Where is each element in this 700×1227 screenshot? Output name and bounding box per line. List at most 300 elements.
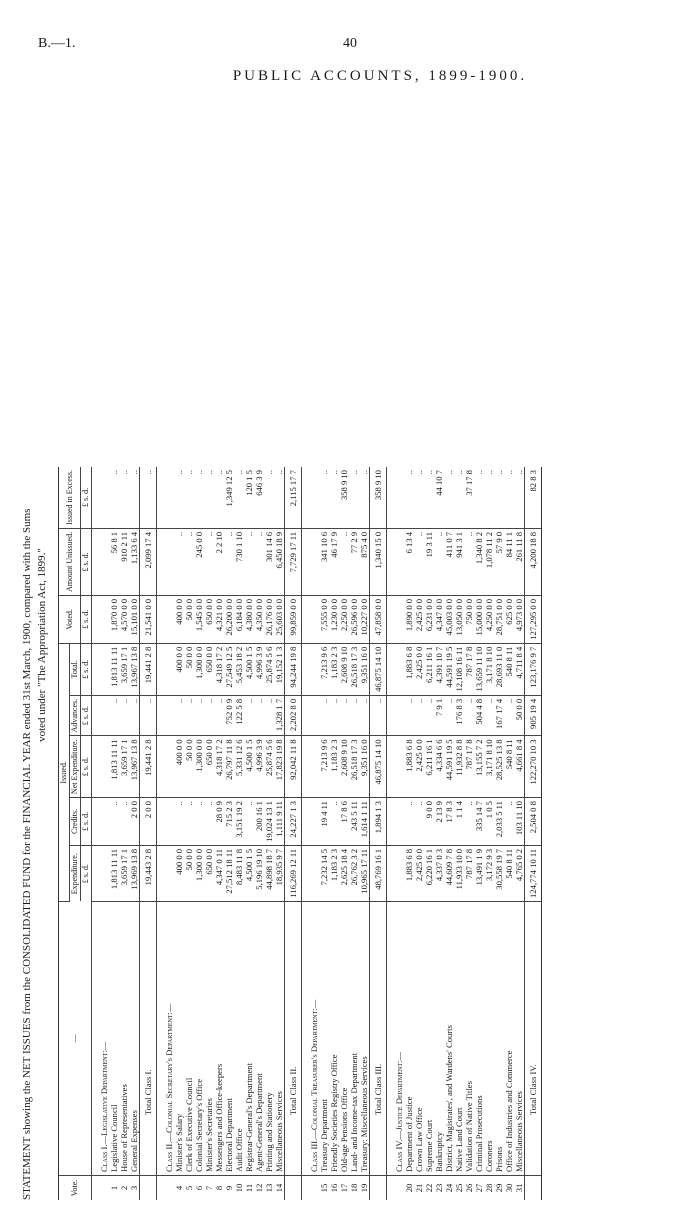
amount-net: 13,967 13 8 [129, 736, 140, 798]
amount-exc: .. [514, 467, 525, 528]
vote-title: Prisons [494, 902, 504, 1176]
col-unissued: Amount Unissued. [59, 528, 81, 595]
empty-cell [387, 736, 405, 798]
amount-tot: 28,693 11 0 [494, 643, 504, 695]
vote-number: 14 [274, 1183, 284, 1193]
vote-title: Treasury: Miscellaneous Services [359, 902, 370, 1176]
amount-adv: .. [194, 695, 204, 736]
vote-number [92, 1176, 110, 1201]
amount-exp: 650 0 0 [204, 845, 214, 901]
amount-net: 19,441 2 8 [140, 736, 157, 798]
amount-exc: 358 9 10 [339, 467, 349, 528]
amount-exp: 400 0 0 [174, 845, 184, 901]
amount-adv: .. [319, 695, 329, 736]
amount-unis: 411 0 7 [444, 528, 454, 595]
amount-tot: 4,318 17 2 [214, 643, 224, 695]
amount-exp: 4,337 0 3 [434, 845, 444, 901]
amount-net: 540 8 11 [504, 736, 514, 798]
col-advances: Advances. [70, 695, 81, 736]
col-excess: Issued in Excess. [59, 467, 81, 528]
amount-exp: 10,965 17 11 [359, 845, 370, 901]
class-heading: Class II.—Colonial Secretary's Department:— [157, 902, 175, 1176]
empty-cell [92, 467, 110, 528]
lsd-expenditure: £ s. d. [81, 845, 92, 901]
vote-title: Coroners [484, 902, 494, 1176]
amount-exc: .. [404, 467, 414, 528]
amount-unis: 941 3 1 [454, 528, 464, 595]
vote-title: Audit Office [234, 902, 244, 1176]
amount-exc: .. [444, 467, 454, 528]
amount-net: 4,500 1 5 [244, 736, 254, 798]
amount-tot: 9,351 16 0 [359, 643, 370, 695]
amount-exc: .. [174, 467, 184, 528]
amount-exp: 18,935 9 7 [274, 845, 285, 901]
amount-cred: 1,111 9 11 [274, 798, 285, 846]
amount-adv: .. [140, 695, 157, 736]
empty-cell [302, 643, 320, 695]
statement-caption-line2: voted under "The Appropriation Act, 1899." [36, 548, 48, 742]
page-title: PUBLIC ACCOUNTS, 1899-1900. [232, 68, 528, 84]
empty-cell [92, 736, 110, 798]
vote-title: Miscellaneous Services [514, 902, 525, 1176]
amount-exc: .. [414, 467, 424, 528]
lsd-voted: £ s. d. [81, 595, 92, 643]
amount-net: 650 0 0 [204, 736, 214, 798]
vote-number [387, 1176, 405, 1201]
amount-unis: 1,340 8 2 [474, 528, 484, 595]
amount-net: 122,270 10 3 [525, 736, 542, 798]
amount-exc: .. [424, 467, 434, 528]
amount-cred: 243 5 11 [349, 798, 359, 846]
vote-number [370, 1176, 387, 1201]
amount-exp: 540 8 11 [504, 845, 514, 901]
amount-unis: .. [434, 528, 444, 595]
amount-adv: .. [444, 695, 454, 736]
amount-exp: 19,443 2 8 [140, 845, 157, 901]
amount-adv: 504 4 8 [474, 695, 484, 736]
amount-voted: 2,425 0 0 [414, 595, 424, 643]
vote-number [525, 1176, 542, 1201]
amount-unis: .. [464, 528, 474, 595]
amount-tot: 3,659 17 1 [119, 643, 129, 695]
amount-unis: 1,133 6 4 [129, 528, 140, 595]
table-row [404, 467, 414, 1200]
vote-number: 2 [119, 1185, 129, 1191]
amount-adv: .. [359, 695, 370, 736]
amount-exc: 37 17 8 [464, 467, 474, 528]
amount-unis: .. [224, 528, 234, 595]
amount-exc: .. [504, 467, 514, 528]
vote-number [157, 1176, 175, 1201]
vote-number: 29 [494, 1183, 504, 1193]
amount-adv: .. [349, 695, 359, 736]
amount-unis: 2 2 10 [214, 528, 224, 595]
amount-cred: 2,504 0 8 [525, 798, 542, 846]
amount-tot: 26,518 17 3 [349, 643, 359, 695]
empty-cell [157, 528, 175, 595]
col-issued-group: Issued. [59, 643, 70, 901]
vote-number: 5 [184, 1185, 194, 1191]
empty-cell [387, 467, 405, 528]
amount-adv: .. [184, 695, 194, 736]
amount-net: 1,813 11 11 [109, 736, 119, 798]
amount-exp: 13,491 1 9 [474, 845, 484, 901]
vote-title: Miscellaneous Services [274, 902, 285, 1176]
empty-cell [387, 845, 405, 901]
vote-title: Minister's Salary [174, 902, 184, 1176]
empty-cell [157, 736, 175, 798]
amount-voted: 1,230 0 0 [329, 595, 339, 643]
amount-voted: 28,751 0 0 [494, 595, 504, 643]
table-row [474, 467, 484, 1200]
table-row [204, 467, 214, 1200]
table-row [319, 467, 329, 1200]
amount-exc: .. [264, 467, 274, 528]
table-row [234, 467, 244, 1200]
lsd-credits: £ s. d. [81, 798, 92, 846]
amount-exp: 4,765 0 2 [514, 845, 525, 901]
amount-voted: 6,231 0 0 [424, 595, 434, 643]
vote-number [285, 1176, 302, 1201]
amount-exp: 5,196 19 10 [254, 845, 264, 901]
vote-number: 8 [214, 1185, 224, 1191]
amount-tot: 19,441 2 8 [140, 643, 157, 695]
class-heading: Class I.—Legislative Department:— [92, 902, 110, 1176]
amount-adv: .. [484, 695, 494, 736]
vote-title: House of Representatives [119, 902, 129, 1176]
amount-tot: 4,500 1 5 [244, 643, 254, 695]
empty-cell [157, 467, 175, 528]
lsd-advances: £ s. d. [81, 695, 92, 736]
vote-number: 17 [339, 1183, 349, 1193]
vote-number: 21 [414, 1183, 424, 1193]
amount-exp: 1,813 11 11 [109, 845, 119, 901]
empty-cell [302, 695, 320, 736]
amount-exc: .. [349, 467, 359, 528]
amount-tot: 50 0 0 [184, 643, 194, 695]
table-row [119, 467, 129, 1200]
vote-title: Registrar-General's Department [244, 902, 254, 1176]
amount-adv: .. [214, 695, 224, 736]
amount-exp: 4,500 1 5 [244, 845, 254, 901]
amount-cred: 2 0 0 [129, 798, 140, 846]
lsd-unissued: £ s. d. [81, 528, 92, 595]
amount-net: 46,875 14 10 [370, 736, 387, 798]
amount-tot: 5,453 18 2 [234, 643, 244, 695]
empty-cell [92, 643, 110, 695]
amount-cred: 335 14 7 [474, 798, 484, 846]
table-row [214, 467, 224, 1200]
amount-unis: 19 3 11 [424, 528, 434, 595]
amount-unis: 341 10 6 [319, 528, 329, 595]
amount-tot: 1,300 0 0 [194, 643, 204, 695]
amount-cred: 28 0 9 [214, 798, 224, 846]
amount-exc: .. [319, 467, 329, 528]
amount-cred: .. [329, 798, 339, 846]
amount-tot: 7,213 9 6 [319, 643, 329, 695]
amount-exp: 7,232 14 5 [319, 845, 329, 901]
statement-caption: STATEMENT showing the NET ISSUES from the CONSOLIDATED FUND for the FINANCIAL YEAR ended 31st March, 1900, compared with the Sums [21, 508, 33, 1200]
amount-unis: 910 2 11 [119, 528, 129, 595]
empty-cell [387, 643, 405, 695]
amount-tot: 6,211 16 1 [424, 643, 434, 695]
vote-number: 10 [234, 1183, 244, 1193]
amount-exc: .. [194, 467, 204, 528]
vote-title: Old-age Pensions Office [339, 902, 349, 1176]
amount-exp: 8,483 11 8 [234, 845, 244, 901]
amount-unis: .. [184, 528, 194, 595]
amount-voted: 4,321 0 0 [214, 595, 224, 643]
amount-cred: 200 16 1 [254, 798, 264, 846]
amount-voted: 7,555 0 0 [319, 595, 329, 643]
amount-adv: .. [204, 695, 214, 736]
vote-number: 4 [174, 1185, 184, 1191]
class-heading: Class III.—Colonial Treasurer's Department:— [302, 902, 320, 1176]
table-row [444, 467, 454, 1200]
amount-exp: 13,969 13 8 [129, 845, 140, 901]
amount-unis: .. [244, 528, 254, 595]
amount-tot: 650 0 0 [204, 643, 214, 695]
class-heading-row [92, 467, 110, 1200]
amount-unis: 77 2 9 [349, 528, 359, 595]
lsd-excess: £ s. d. [81, 467, 92, 528]
col-item: — [59, 902, 92, 1176]
empty-cell [302, 595, 320, 643]
vote-title: General Expenses [129, 902, 140, 1176]
vote-title: Printing and Stationery [264, 902, 274, 1176]
table-row [349, 467, 359, 1200]
vote-number [140, 1176, 157, 1201]
amount-exc: .. [329, 467, 339, 528]
amount-exc: 82 8 3 [525, 467, 542, 528]
class-heading: Class IV.—Justice Department:— [387, 902, 405, 1176]
amount-voted: 15,101 0 0 [129, 595, 140, 643]
table-row [359, 467, 370, 1200]
amount-exp: 3,172 9 3 [484, 845, 494, 901]
vote-number: 22 [424, 1183, 434, 1193]
table-row [254, 467, 264, 1200]
class-total-row [285, 467, 302, 1200]
amount-net: 4,334 6 6 [434, 736, 444, 798]
amount-net: 6,211 16 1 [424, 736, 434, 798]
amount-exc: 358 9 10 [370, 467, 387, 528]
amount-net: 787 17 8 [464, 736, 474, 798]
vote-number: 23 [434, 1183, 444, 1193]
col-net: Net Expenditure. [70, 736, 81, 798]
amount-cred: .. [204, 798, 214, 846]
amount-voted: 47,858 0 0 [370, 595, 387, 643]
amount-tot: 4,996 3 9 [254, 643, 264, 695]
amount-exc: 44 10 7 [434, 467, 444, 528]
amount-exc: .. [474, 467, 484, 528]
amount-exp: 26,762 3 2 [349, 845, 359, 901]
amount-exc: .. [359, 467, 370, 528]
amount-unis: 261 11 8 [514, 528, 525, 595]
amount-adv: 7 9 1 [434, 695, 444, 736]
amount-cred: 19 4 11 [319, 798, 329, 846]
amount-net: 400 0 0 [174, 736, 184, 798]
amount-exc: .. [484, 467, 494, 528]
vote-number: 31 [514, 1183, 524, 1193]
amount-unis: 875 4 0 [359, 528, 370, 595]
amount-voted: 4,973 0 0 [514, 595, 525, 643]
amount-cred: 103 11 10 [514, 798, 525, 846]
vote-title: Legislative Council [109, 902, 119, 1176]
vote-number: 18 [349, 1183, 359, 1193]
vote-number: 7 [204, 1185, 214, 1191]
amount-tot: 13,659 11 10 [474, 643, 484, 695]
empty-cell [157, 798, 175, 846]
amount-voted: 50 0 0 [184, 595, 194, 643]
amount-voted: 650 0 0 [204, 595, 214, 643]
empty-cell [92, 595, 110, 643]
table-row [414, 467, 424, 1200]
amount-unis: 6 13 4 [404, 528, 414, 595]
amount-cred: 2 0 0 [140, 798, 157, 846]
amount-adv: .. [414, 695, 424, 736]
table-row [514, 467, 525, 1200]
class-total-row [525, 467, 542, 1200]
amount-exc: .. [109, 467, 119, 528]
amount-unis: 4,200 18 8 [525, 528, 542, 595]
table-row [194, 467, 204, 1200]
col-total: Total. [70, 643, 81, 695]
col-voted: Voted. [59, 595, 81, 643]
vote-number: 24 [444, 1183, 454, 1193]
amount-adv: 176 8 3 [454, 695, 464, 736]
amount-exp: 1,883 6 8 [404, 845, 414, 901]
amount-exp: 30,558 19 7 [494, 845, 504, 901]
empty-cell [302, 528, 320, 595]
amount-net: 4,996 3 9 [254, 736, 264, 798]
amount-exp: 48,769 16 1 [370, 845, 387, 901]
vote-title: Crown Law Office [414, 902, 424, 1176]
vote-title: Land- and Income-tax Department [349, 902, 359, 1176]
amount-unis: .. [414, 528, 424, 595]
empty-cell [387, 695, 405, 736]
class-total-row [140, 467, 157, 1200]
amount-tot: 123,176 9 7 [525, 643, 542, 695]
empty-cell [92, 695, 110, 736]
amount-cred: 17 8 6 [339, 798, 349, 846]
amount-exc: .. [274, 467, 285, 528]
vote-title: Criminal Prosecutions [474, 902, 484, 1176]
table-row [464, 467, 474, 1200]
empty-cell [302, 467, 320, 528]
amount-net: 1,883 6 8 [404, 736, 414, 798]
amount-tot: 13,967 13 8 [129, 643, 140, 695]
amount-net: 3,171 8 10 [484, 736, 494, 798]
amount-adv: 122 5 8 [234, 695, 244, 736]
amount-adv: .. [109, 695, 119, 736]
amount-net: 2,608 9 10 [339, 736, 349, 798]
amount-exp: 124,774 10 11 [525, 845, 542, 901]
amount-voted: 26,176 0 0 [264, 595, 274, 643]
amount-unis: 6,450 18 9 [274, 528, 285, 595]
amount-net: 5,331 12 6 [234, 736, 244, 798]
amount-tot: 1,813 11 11 [109, 643, 119, 695]
amount-unis: 46 17 9 [329, 528, 339, 595]
amount-voted: 99,859 0 0 [285, 595, 302, 643]
amount-unis: .. [204, 528, 214, 595]
vote-title: Native Land Court [454, 902, 464, 1176]
amount-voted: 45,003 0 0 [444, 595, 454, 643]
table-body [92, 467, 542, 1200]
amount-adv: .. [264, 695, 274, 736]
amount-unis: 2,099 17 4 [140, 528, 157, 595]
amount-exc: 1,349 12 5 [224, 467, 234, 528]
amount-unis: .. [174, 528, 184, 595]
amount-cred: 1,894 1 3 [370, 798, 387, 846]
vote-number: 9 [224, 1185, 234, 1191]
table-row [174, 467, 184, 1200]
amount-cred: .. [194, 798, 204, 846]
amount-tot: 1,183 2 3 [329, 643, 339, 695]
vote-title: Treasury Department [319, 902, 329, 1176]
amount-exc: .. [214, 467, 224, 528]
vote-number: 20 [404, 1183, 414, 1193]
amount-exc: .. [494, 467, 504, 528]
amount-net: 26,518 17 3 [349, 736, 359, 798]
amount-cred: .. [184, 798, 194, 846]
amount-exp: 11,933 10 0 [454, 845, 464, 901]
amount-exp: 44,609 7 8 [444, 845, 454, 901]
amount-net: 26,797 11 8 [224, 736, 234, 798]
amount-adv: .. [504, 695, 514, 736]
amount-net: 92,042 11 8 [285, 736, 302, 798]
amount-adv: .. [404, 695, 414, 736]
page-reference: B.—1. [38, 36, 76, 51]
amount-cred: 24,227 1 3 [285, 798, 302, 846]
table-row [274, 467, 285, 1200]
amount-adv: 752 0 9 [224, 695, 234, 736]
amount-cred: 2 13 9 [434, 798, 444, 846]
table-row [244, 467, 254, 1200]
empty-cell [387, 595, 405, 643]
table-row [264, 467, 274, 1200]
amount-unis: 1,078 11 2 [484, 528, 494, 595]
page-number: 40 [343, 36, 357, 51]
net-issues-table [58, 467, 542, 1200]
table-row [329, 467, 339, 1200]
class-heading-row [387, 467, 405, 1200]
amount-unis: 56 8 1 [109, 528, 119, 595]
amount-cred: 3,151 19 2 [234, 798, 244, 846]
amount-voted: 4,380 0 0 [244, 595, 254, 643]
vote-title: Department of Justice [404, 902, 414, 1176]
amount-exc: .. [234, 467, 244, 528]
empty-cell [302, 736, 320, 798]
empty-cell [387, 798, 405, 846]
amount-net: 17,823 19 8 [274, 736, 285, 798]
amount-exp: 27,512 18 11 [224, 845, 234, 901]
amount-tot: 94,244 19 8 [285, 643, 302, 695]
amount-cred: .. [174, 798, 184, 846]
amount-tot: 400 0 0 [174, 643, 184, 695]
amount-exp: 2,625 18 4 [339, 845, 349, 901]
vote-title: Validation of Native Titles [464, 902, 474, 1176]
amount-adv: 50 0 0 [514, 695, 525, 736]
vote-number: 6 [194, 1185, 204, 1191]
empty-cell [92, 845, 110, 901]
amount-voted: 1,890 0 0 [404, 595, 414, 643]
amount-tot: 2,608 9 10 [339, 643, 349, 695]
amount-net: 9,351 16 0 [359, 736, 370, 798]
empty-cell [302, 845, 320, 901]
amount-tot: 27,549 12 5 [224, 643, 234, 695]
vote-number: 25 [454, 1183, 464, 1193]
amount-cred: 715 2 3 [224, 798, 234, 846]
